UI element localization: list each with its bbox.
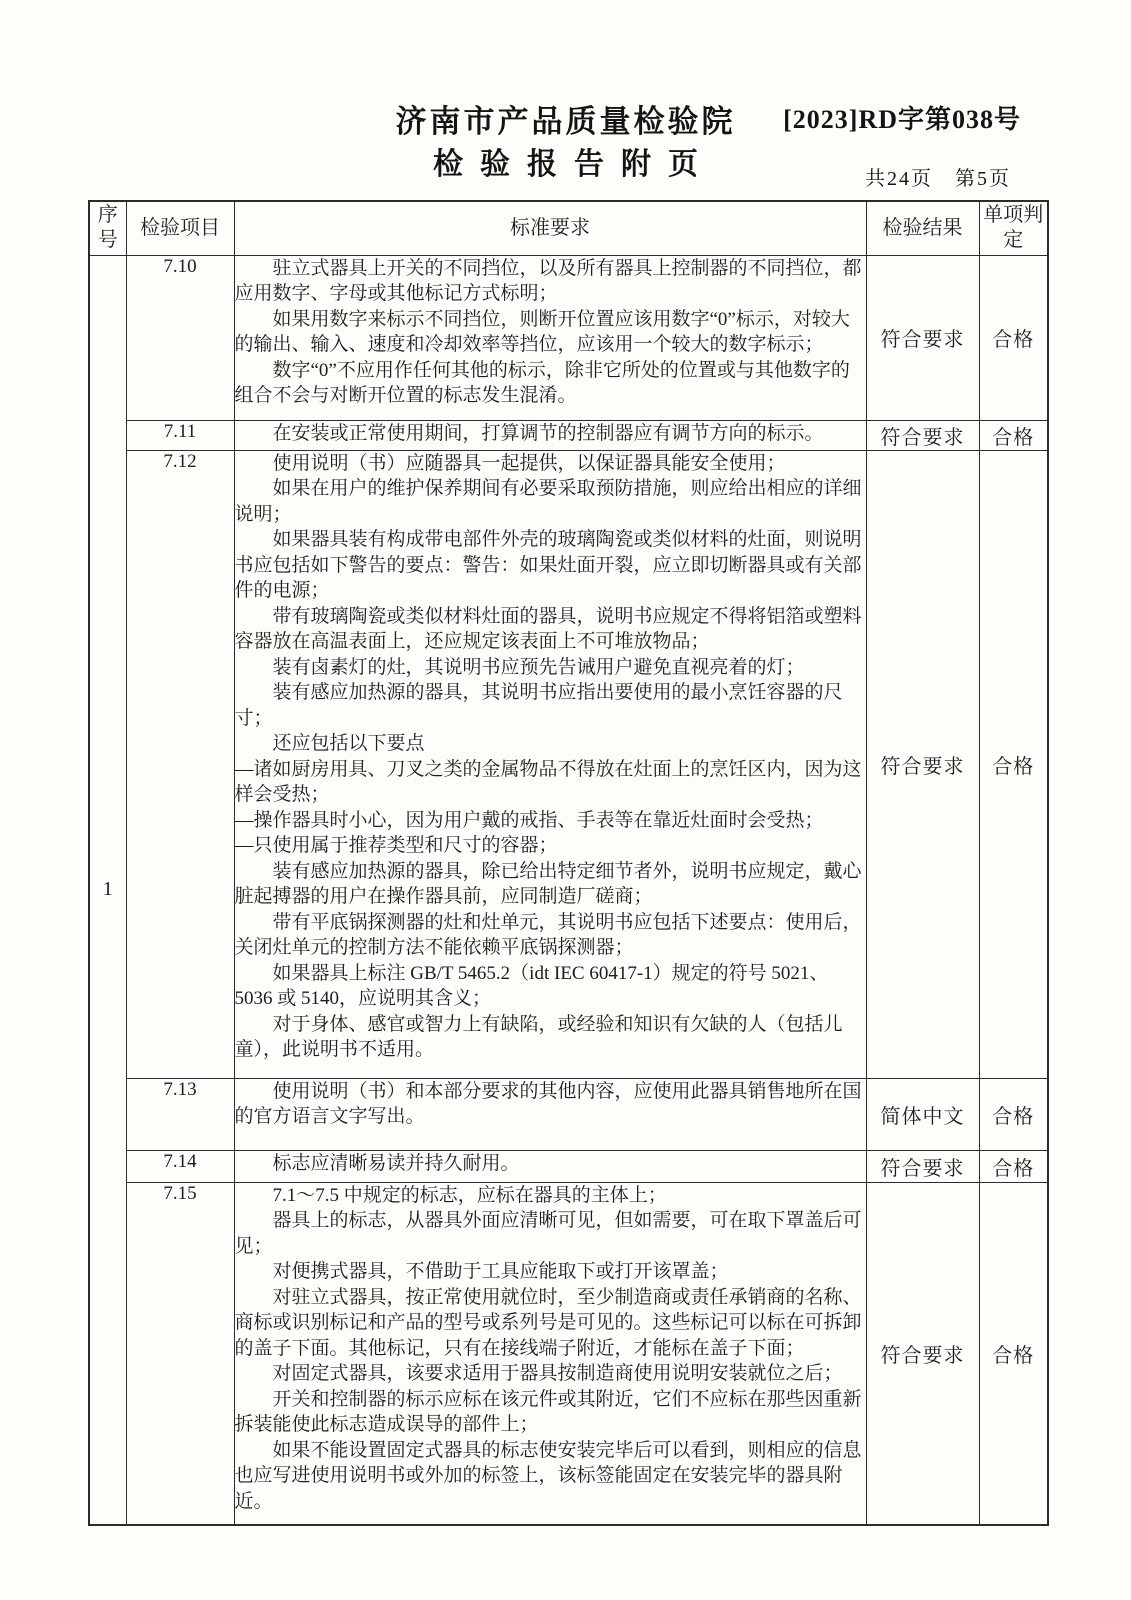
requirement-text xyxy=(234,1182,866,1525)
requirement-text xyxy=(234,255,866,420)
requirement-text xyxy=(234,1150,866,1182)
item-number: 7.11 xyxy=(126,420,234,450)
col-header-result: 检验结果 xyxy=(866,201,979,255)
table-row xyxy=(89,420,1048,450)
table-row xyxy=(89,450,1048,1078)
requirement-paragraph: 如果器具装有构成带电部件外壳的玻璃陶瓷或类似材料的灶面，则说明书应包括如下警告的要点：警告：如果灶面开裂，应立即切断器具或有关部件的电源； xyxy=(234,529,862,601)
item-number: 7.14 xyxy=(126,1150,234,1182)
requirement-text xyxy=(234,450,866,1078)
requirement-paragraph: 装有卤素灯的灶，其说明书应预先告诫用户避免直视亮着的灯； xyxy=(272,656,805,678)
inspection-result: 符合要求 xyxy=(866,420,979,450)
inspection-result: 符合要求 xyxy=(866,450,979,1078)
page-indicator: 共24页 第5页 xyxy=(865,168,1011,190)
verdict: 合格 xyxy=(979,255,1048,420)
requirement-paragraph: 如果在用户的维护保养期间有必要采取预防措施，则应给出相应的详细说明； xyxy=(234,478,862,525)
item-number: 7.10 xyxy=(126,255,234,420)
report-number: [2023]RD字第038号 xyxy=(783,105,1021,134)
table-row xyxy=(89,1182,1048,1525)
requirement-paragraph: 如果器具上标注 GB/T 5465.2（idt IEC 60417-1）规定的符号 5021、5036 或 5140，应说明其含义； xyxy=(234,962,829,1009)
requirement-paragraph: 装有感应加热源的器具，其说明书应指出要使用的最小烹饪容器的尺寸； xyxy=(234,682,843,729)
requirement-paragraph: 对驻立式器具，按正常使用就位时，至少制造商或责任承销商的名称、商标或识别标记和产品的型号或系列号是可见的。这些标记可以标在可拆卸的盖子下面。其他标记，只有在接线端子附近，才能标在盖子下面； xyxy=(234,1286,862,1359)
verdict: 合格 xyxy=(979,420,1048,450)
requirement-paragraph: 开关和控制器的标示应标在该元件或其附近，它们不应标在那些因重新拆装能使此标志造成误导的部件上； xyxy=(234,1388,862,1435)
requirement-paragraph: 使用说明（书）应随器具一起提供，以保证器具能安全使用； xyxy=(272,452,786,474)
inspection-result: 符合要求 xyxy=(866,255,979,420)
institute-name: 济南市产品质量检验院 xyxy=(395,104,736,139)
verdict: 合格 xyxy=(979,1150,1048,1182)
requirement-paragraph: 7.1～7.5 中规定的标志，应标在器具的主体上； xyxy=(272,1184,667,1206)
requirement-paragraph: 使用说明（书）和本部分要求的其他内容，应使用此器具销售地所在国的官方语言文字写出。 xyxy=(234,1080,862,1127)
requirement-paragraph: 如果不能设置固定式器具的标志使安装完毕后可以看到，则相应的信息也应写进使用说明书或外加的标签上，该标签能固定在安装完毕的器具附近。 xyxy=(234,1439,862,1512)
inspection-table xyxy=(88,200,1049,1526)
requirement-paragraph: 带有玻璃陶瓷或类似材料灶面的器具，说明书应规定不得将铝箔或塑料容器放在高温表面上，还应规定该表面上不可堆放物品； xyxy=(234,605,862,652)
sequence-number: 1 xyxy=(89,255,126,1525)
inspection-result: 符合要求 xyxy=(866,1150,979,1182)
verdict: 合格 xyxy=(979,1078,1048,1150)
col-header-verdict: 单项判定 xyxy=(979,201,1048,255)
requirement-paragraph: 标志应清晰易读并持久耐用。 xyxy=(272,1152,520,1174)
table-row xyxy=(89,1078,1048,1150)
col-header-requirement: 标准要求 xyxy=(234,201,866,255)
requirement-paragraph: 带有平底锅探测器的灶和灶单元，其说明书应包括下述要点：使用后，关闭灶单元的控制方法不能依赖平底锅探测器； xyxy=(234,911,862,958)
item-number: 7.13 xyxy=(126,1078,234,1150)
requirement-text xyxy=(234,420,866,450)
requirement-paragraph: —操作器具时小心，因为用户戴的戒指、手表等在靠近灶面时会受热； xyxy=(234,809,824,831)
table-row xyxy=(89,1150,1048,1182)
inspection-result: 符合要求 xyxy=(866,1182,979,1525)
item-number: 7.12 xyxy=(126,450,234,1078)
requirement-paragraph: 装有感应加热源的器具，除已给出特定细节者外，说明书应规定，戴心脏起搏器的用户在操作器具前，应同制造厂磋商； xyxy=(234,860,862,907)
requirement-paragraph: 对固定式器具，该要求适用于器具按制造商使用说明安装就位之后； xyxy=(272,1363,843,1384)
requirement-paragraph: —诸如厨房用具、刀叉之类的金属物品不得放在灶面上的烹饪区内，因为这样会受热； xyxy=(234,758,862,805)
requirement-paragraph: —只使用属于推荐类型和尺寸的容器； xyxy=(234,835,558,856)
requirement-paragraph: 在安装或正常使用期间，打算调节的控制器应有调节方向的标示。 xyxy=(272,422,824,444)
requirement-paragraph: 对于身体、感官或智力上有缺陷，或经验和知识有欠缺的人（包括儿童），此说明书不适用。 xyxy=(234,1013,843,1060)
requirement-paragraph: 驻立式器具上开关的不同挡位，以及所有器具上控制器的不同挡位，都应用数字、字母或其他标记方式标明； xyxy=(234,257,862,304)
verdict: 合格 xyxy=(979,1182,1048,1525)
table-row xyxy=(89,255,1048,420)
requirement-paragraph: 如果用数字来标示不同挡位，则断开位置应该用数字“0”标示，对较大的输出、输入、速度和冷却效率等挡位，应该用一个较大的数字标示； xyxy=(234,308,850,355)
table-header-row xyxy=(89,201,1048,255)
requirement-paragraph: 对便携式器具，不借助于工具应能取下或打开该罩盖； xyxy=(272,1261,729,1282)
requirement-paragraph: 器具上的标志，从器具外面应清晰可见，但如需要，可在取下罩盖后可见； xyxy=(234,1210,862,1257)
requirement-paragraph: 数字“0”不应用作任何其他的标示，除非它所处的位置或与其他数字的组合不会与对断开位置的标志发生混淆。 xyxy=(234,359,850,406)
verdict: 合格 xyxy=(979,450,1048,1078)
requirement-paragraph: 还应包括以下要点 xyxy=(272,733,425,754)
inspection-result: 简体中文 xyxy=(866,1078,979,1150)
col-header-seq: 序号 xyxy=(89,201,126,255)
col-header-item: 检验项目 xyxy=(126,201,234,255)
page-title: 检验报告附页 xyxy=(433,148,715,181)
requirement-text xyxy=(234,1078,866,1150)
item-number: 7.15 xyxy=(126,1182,234,1525)
